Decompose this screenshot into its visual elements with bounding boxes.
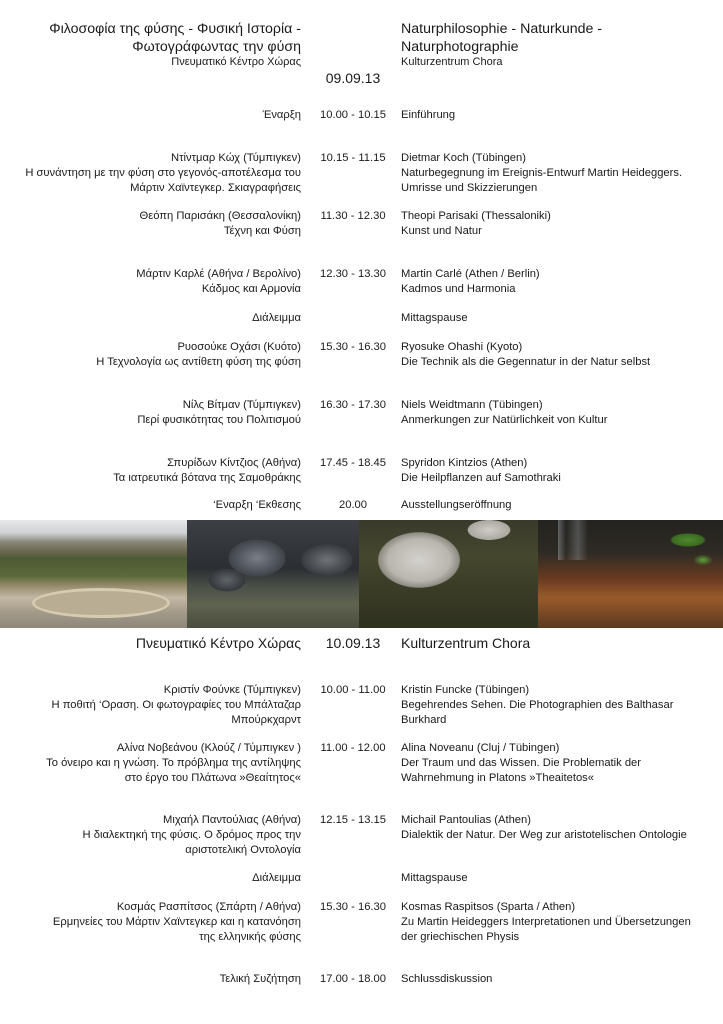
ancient-theatre-photo bbox=[0, 520, 187, 628]
day1-item-5-time: 15.30 - 16.30 bbox=[320, 341, 386, 353]
talk-title-line: Dialektik der Natur. Der Weg zur aristotelischen Ontologie bbox=[401, 828, 687, 841]
speaker-name: Martin Carlé (Athen / Berlin) bbox=[401, 268, 540, 280]
talk-title-line: Die Heilpflanzen auf Samothraki bbox=[401, 471, 561, 484]
day1-item-2-german bbox=[401, 209, 551, 239]
speaker-name: Ντίντμαρ Κώχ (Τύμπιγκεν) bbox=[171, 152, 301, 164]
speaker-name: Θεόπη Παρισάκη (Θεσσαλονίκη) bbox=[139, 210, 301, 222]
talk-title-line: Die Technik als die Gegennatur in der Natur selbst bbox=[401, 355, 651, 368]
talk-title-line: Umrisse und Skizzierungen bbox=[401, 181, 538, 194]
greek-header bbox=[49, 20, 301, 69]
river-boulders-photo bbox=[187, 520, 359, 628]
day1-item-8-time: 20.00 bbox=[339, 499, 367, 511]
talk-title-line: Naturbegegnung im Ereignis-Entwurf Martin Heideggers. bbox=[401, 166, 683, 179]
day1-item-0-german bbox=[401, 108, 455, 123]
day2-item-4-time: 15.30 - 16.30 bbox=[320, 901, 386, 913]
talk-title-line: Η Τεχνολογία ως αντίθετη φύση της φύση bbox=[96, 355, 301, 368]
day2-item-2-time: 12.15 - 13.15 bbox=[320, 814, 386, 826]
day1-item-7-time: 17.45 - 18.45 bbox=[320, 457, 386, 469]
day1-item-5-greek bbox=[96, 340, 301, 370]
german-venue: Kulturzentrum Chora bbox=[401, 56, 503, 68]
day2-item-1-german bbox=[401, 741, 641, 785]
day1-item-3-greek bbox=[136, 267, 301, 297]
talk-title-line: Begehrendes Sehen. Die Photographien des Balthasar bbox=[401, 698, 674, 711]
day1-item-1-greek bbox=[25, 151, 301, 195]
talk-title-line: Der Traum und das Wissen. Die Problematik der bbox=[401, 756, 642, 769]
german-title-line2: Naturphotographie bbox=[401, 39, 519, 55]
talk-title-line: Μπούρκχαρντ bbox=[231, 713, 301, 726]
day1-item-6-german bbox=[401, 398, 607, 428]
speaker-name: Ρυοσούκε Οχάσι (Κυότο) bbox=[177, 341, 301, 353]
day2-item-4-german bbox=[401, 900, 691, 944]
day2-break-german: Mittagspause bbox=[401, 872, 468, 884]
day1-item-0-time: 10.00 - 10.15 bbox=[320, 109, 386, 121]
day2-item-2-german bbox=[401, 813, 687, 843]
talk-title-line: Burkhard bbox=[401, 713, 447, 726]
talk-title-line: Κάδμος και Αρμονία bbox=[201, 282, 301, 295]
talk-title-line: στο έργο του Πλάτωνα »Θεαίτητος« bbox=[124, 771, 301, 784]
speaker-name: Σπυρίδων Κίντζιος (Αθήνα) bbox=[167, 457, 301, 469]
day2-item-5-german: Schlussdiskussion bbox=[401, 973, 493, 985]
talk-title-line: Η διαλεκτηκή της φύσις. Ο δρόμος προς την bbox=[82, 828, 301, 841]
speaker-name: Μιχαήλ Παντούλιας (Αθήνα) bbox=[163, 814, 301, 826]
day2-greek-venue: Πνευματικό Κέντρο Χώρας bbox=[135, 635, 301, 651]
talk-title-line: Τα ιατρευτικά βότανα της Σαμοθράκης bbox=[113, 471, 301, 484]
day1-item-7-greek bbox=[113, 456, 301, 486]
day2-item-1-time: 11.00 - 12.00 bbox=[320, 742, 386, 754]
talk-title-line: Περί φυσικότητας του Πολιτισμού bbox=[137, 413, 301, 426]
talk-title-line: Kadmos und Harmonia bbox=[401, 282, 516, 295]
talk-title-line: der griechischen Physis bbox=[401, 930, 520, 943]
day2-item-0-greek bbox=[52, 683, 301, 727]
speaker-name: Αλίνα Νοβεάνου (Κλούζ / Τύμπιγκεν ) bbox=[116, 742, 301, 754]
day1-item-0-greek bbox=[263, 108, 301, 123]
day1-item-3-time: 12.30 - 13.30 bbox=[320, 268, 386, 280]
day1-item-2-greek bbox=[140, 209, 301, 239]
day2-item-0-time: 10.00 - 11.00 bbox=[320, 684, 386, 696]
speaker-name: Niels Weidtmann (Tübingen) bbox=[401, 399, 543, 411]
talk-title-line: Ερμηνείες του Μάρτιν Χαϊντεγκερ και η κατανόηση bbox=[52, 915, 301, 928]
speaker-name: Νίλς Βίτμαν (Τύμπιγκεν) bbox=[182, 399, 301, 411]
day2-item-5-greek: Τελική Συζήτηση bbox=[219, 973, 301, 985]
speaker-name: Μάρτιν Καρλέ (Αθήνα / Βερολίνο) bbox=[136, 268, 301, 280]
day2-item-1-greek bbox=[46, 741, 301, 785]
day1-break-greek: Διάλειμμα bbox=[252, 312, 301, 324]
german-header bbox=[401, 20, 602, 69]
day2-item-4-greek bbox=[53, 900, 301, 944]
talk-title-line: Μάρτιν Χαϊντεγκερ. Σκιαγραφήσεις bbox=[130, 181, 301, 194]
talk-title-line: Anmerkungen zur Natürlichkeit von Kultur bbox=[401, 413, 608, 426]
day1-break-german: Mittagspause bbox=[401, 312, 468, 324]
talk-title-line: αριστοτελική Οντολογία bbox=[185, 843, 301, 856]
talk-title-line: Wahrnehmung in Platons »Theaitetos« bbox=[401, 771, 594, 784]
day1-item-1-german bbox=[401, 151, 682, 195]
day1-item-7-german bbox=[401, 456, 561, 486]
talk-title-line: Η ποθιτή ‘Οραση. Οι φωτογραφίες του Μπάλταζαρ bbox=[51, 698, 301, 711]
day2-german-venue: Kulturzentrum Chora bbox=[401, 635, 531, 651]
day2-item-2-greek bbox=[83, 813, 301, 857]
talk-title-line: της ελληνικής φύσης bbox=[199, 930, 301, 943]
date-day2: 10.09.13 bbox=[325, 635, 381, 651]
speaker-name: Kosmas Raspitsos (Sparta / Athen) bbox=[401, 901, 576, 913]
day1-item-3-german bbox=[401, 267, 540, 297]
speaker-name: Kristin Funcke (Tübingen) bbox=[401, 684, 530, 696]
speaker-name: Spyridon Kintzios (Athen) bbox=[401, 457, 528, 469]
talk-title-line: Kunst und Natur bbox=[401, 224, 482, 237]
speaker-name: Κοσμάς Ρασπίτσος (Σπάρτη / Αθήνα) bbox=[116, 901, 301, 913]
talk-title-line: Η συνάντηση με την φύση στο γεγονός-αποτέλεσμα του bbox=[25, 166, 301, 179]
german-title-line1: Naturphilosophie - Naturkunde - bbox=[401, 21, 603, 37]
day1-item-1-time: 10.15 - 11.15 bbox=[320, 152, 386, 164]
talk-title-line: Zu Martin Heideggers Interpretationen und Übersetzungen bbox=[401, 915, 691, 928]
talk-title-line: Τέχνη και Φύση bbox=[223, 224, 301, 237]
day1-item-5-german bbox=[401, 340, 650, 370]
day1-item-8-german: Ausstellungseröffnung bbox=[401, 499, 512, 511]
speaker-name: Theopi Parisaki (Thessaloniki) bbox=[401, 210, 551, 222]
german-line: Einführung bbox=[401, 109, 456, 121]
greek-title-line1: Φιλοσοφία της φύσης - Φυσική Ιστορία - bbox=[49, 21, 301, 37]
speaker-name: Dietmar Koch (Tübingen) bbox=[401, 152, 526, 164]
speaker-name: Κριστίν Φούνκε (Τύμπιγκεν) bbox=[163, 684, 301, 696]
day2-item-0-german bbox=[401, 683, 673, 727]
date-day1: 09.09.13 bbox=[325, 70, 381, 86]
waterfall-moss-photo bbox=[538, 520, 723, 628]
day1-item-6-time: 16.30 - 17.30 bbox=[320, 399, 386, 411]
greek-venue: Πνευματικό Κέντρο Χώρας bbox=[171, 56, 301, 68]
day1-item-2-time: 11.30 - 12.30 bbox=[320, 210, 386, 222]
day2-break-greek: Διάλειμμα bbox=[252, 872, 301, 884]
greek-title-line2: Φωτογράφωντας την φύση bbox=[132, 39, 301, 55]
day2-item-5-time: 17.00 - 18.00 bbox=[320, 973, 386, 985]
rock-in-water-photo bbox=[359, 520, 538, 628]
speaker-name: Michail Pantoulias (Athen) bbox=[401, 814, 531, 826]
talk-title-line: Το όνειρο και η γνώση. Το πρόβλημα της αντίληψης bbox=[46, 756, 301, 769]
photo-strip bbox=[0, 520, 723, 628]
day1-item-8-greek: ‘Εναρξη ‘Εκθεσης bbox=[213, 499, 301, 511]
speaker-name: Alina Noveanu (Cluj / Tübingen) bbox=[401, 742, 560, 754]
speaker-name: Ryosuke Ohashi (Kyoto) bbox=[401, 341, 523, 353]
day1-item-6-greek bbox=[137, 398, 301, 428]
greek-line: Έναρξη bbox=[262, 109, 301, 121]
